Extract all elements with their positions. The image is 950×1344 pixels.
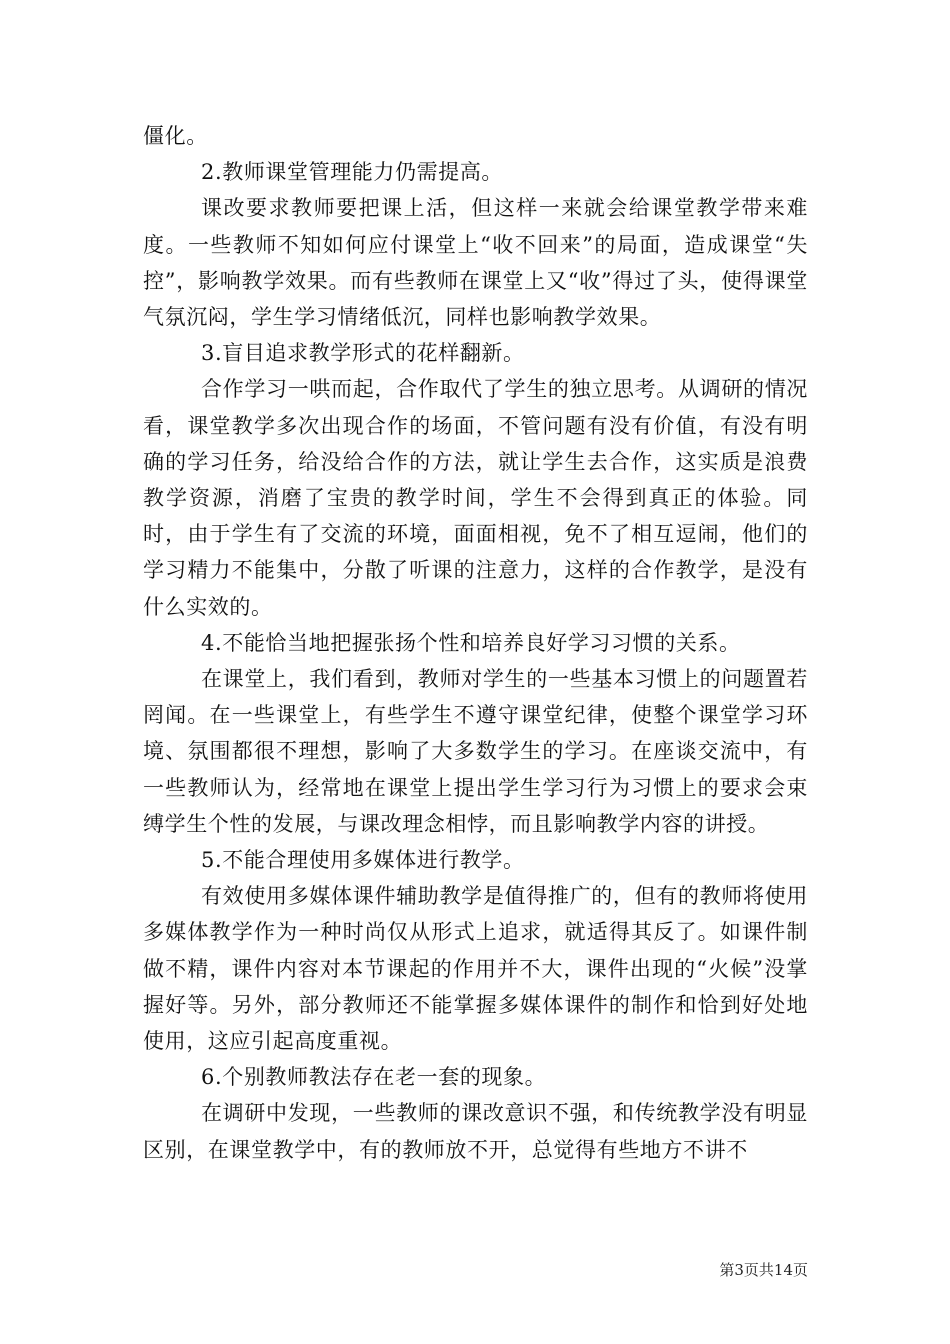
- paragraph-body: 课改要求教师要把课上活，但这样一来就会给课堂教学带来难度。一些教师不知如何应付课堂上“收不回来”的局面，造成课堂“失控”，影响教学效果。而有些教师在课堂上又“收”得过了头，使得课堂气氛沉闷，学生学习情绪低沉，同样也影响教学效果。: [143, 196, 808, 330]
- paragraph-body: 合作学习一哄而起，合作取代了学生的独立思考。从调研的情况看，课堂教学多次出现合作的场面，不管问题有没有价值，有没有明确的学习任务，给没给合作的方法，就让学生去合作，这实质是浪费教学资源，消磨了宝贵的教学时间，学生不会得到真正的体验。同时，由于学生有了交流的环境，面面相视，免不了相互逗闹，他们的学习精力不能集中，分散了听课的注意力，这样的合作教学，是没有什么实效的。: [143, 377, 808, 619]
- section-heading-2: 2.教师课堂管理能力仍需提高。: [201, 160, 504, 185]
- section-heading-6: 6.个别教师教法存在老一套的现象。: [201, 1065, 547, 1090]
- paragraph-body: 在课堂上，我们看到，教师对学生的一些基本习惯上的问题置若罔闻。在一些课堂上，有些学生不遵守课堂纪律，使整个课堂学习环境、氛围都很不理想，影响了大多数学生的学习。在座谈交流中，有一些教师认为，经常地在课堂上提出学生学习行为习惯上的要求会束缚学生个性的发展，与课改理念相悖，而且影响教学内容的讲授。: [143, 667, 808, 836]
- paragraph-continuation: 僵化。: [143, 124, 208, 148]
- section-heading-4: 4.不能恰当地把握张扬个性和培养良好学习习惯的关系。: [201, 630, 741, 655]
- page-number: 第3页共14页: [719, 1261, 808, 1279]
- section-heading-5: 5.不能合理使用多媒体进行教学。: [201, 848, 525, 873]
- section-heading-3: 3.盲目追求教学形式的花样翻新。: [201, 341, 525, 366]
- paragraph-body: 有效使用多媒体课件辅助教学是值得推广的，但有的教师将使用多媒体教学作为一种时尚仅从形式上追求，就适得其反了。如课件制做不精，课件内容对本节课起的作用并不大，课件出现的“火候”没掌握好等。另外，部分教师还不能掌握多媒体课件的制作和恰到好处地使用，这应引起高度重视。: [143, 884, 808, 1054]
- paragraph-body: 在调研中发现，一些教师的课改意识不强，和传统教学没有明显区别，在课堂教学中，有的教师放不开，总觉得有些地方不讲不: [143, 1101, 808, 1162]
- document-body: [143, 118, 808, 1168]
